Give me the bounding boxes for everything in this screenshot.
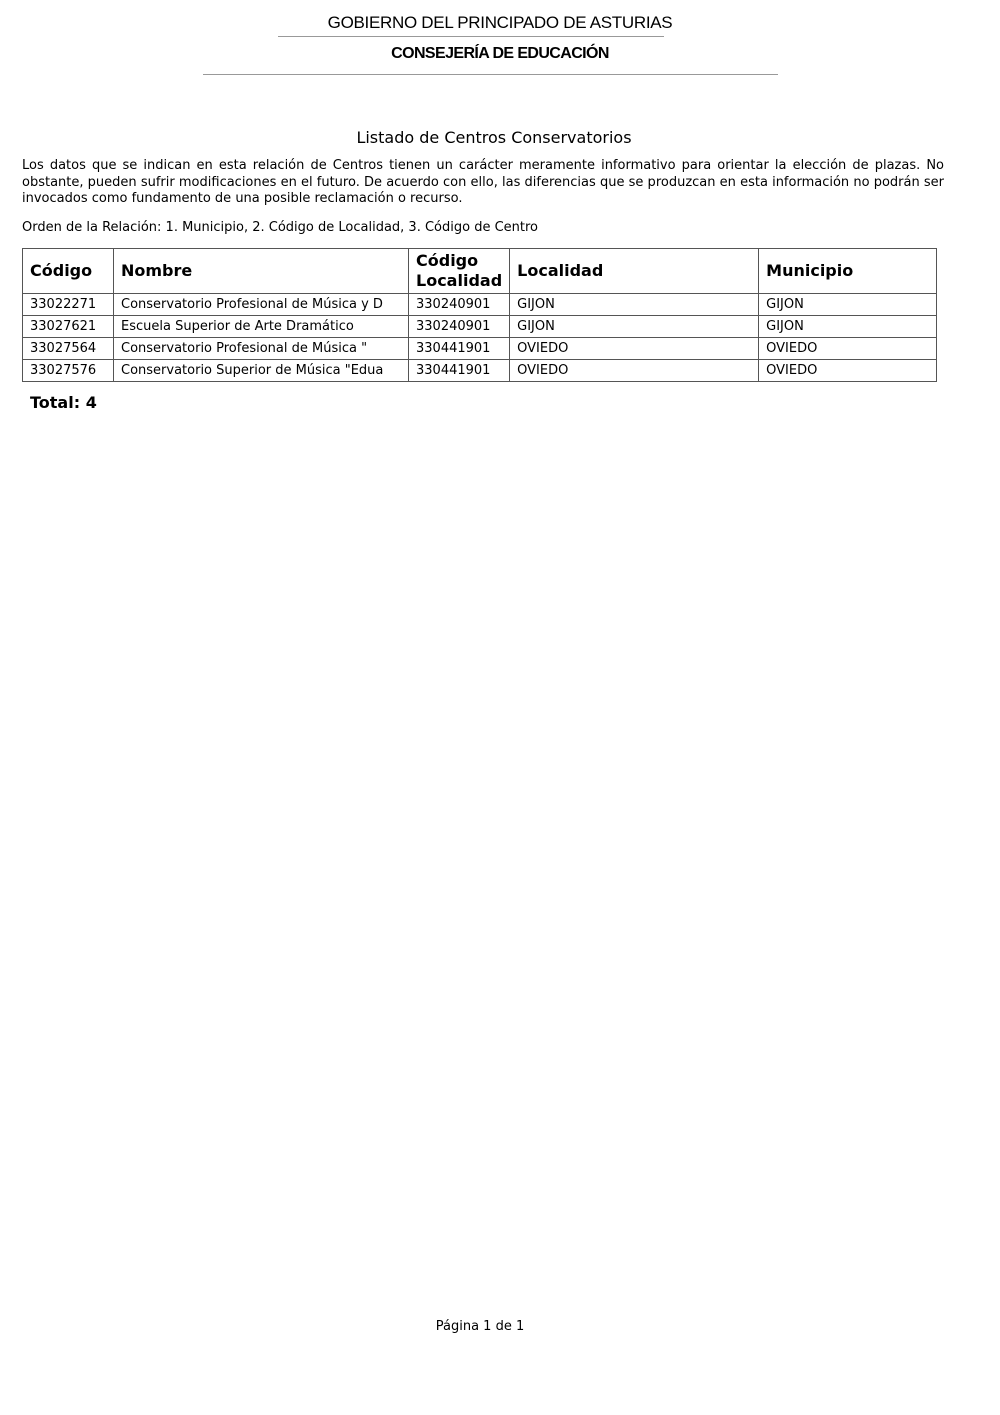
cell-nombre: Conservatorio Superior de Música "Edua [114, 360, 409, 382]
cell-localidad: GIJON [510, 294, 759, 316]
cell-codigo-localidad: 330441901 [409, 338, 510, 360]
header-divider [203, 74, 778, 75]
column-header-municipio: Municipio [759, 249, 937, 294]
cell-localidad: OVIEDO [510, 360, 759, 382]
total-value: 4 [85, 393, 97, 412]
table-header-row [23, 249, 937, 294]
cell-nombre: Conservatorio Profesional de Música y D [114, 294, 409, 316]
document-header [0, 10, 1000, 36]
sort-order-text: Orden de la Relación: 1. Municipio, 2. Código de Localidad, 3. Código de Centro [22, 220, 539, 235]
cell-nombre: Conservatorio Profesional de Música " [114, 338, 409, 360]
cell-codigo: 33022271 [23, 294, 114, 316]
disclaimer-text: Los datos que se indican en esta relación de Centros tienen un carácter meramente informativo para orientar la elección de plazas. No obstante, pueden sufrir modificaciones en el futuro. De acuerdo con ello, las diferencias que se produzcan en esta información no podrán ser invocados como fundamento de una posible reclamación o recurso. [22, 158, 944, 206]
column-header-nombre: Nombre [114, 249, 409, 294]
total-count [30, 392, 97, 414]
page-number: Página 1 de 1 [435, 1319, 525, 1334]
government-name: GOBIERNO DEL PRINCIPADO DE ASTURIAS [327, 13, 673, 32]
table-row [23, 294, 937, 316]
cell-localidad: GIJON [510, 316, 759, 338]
column-header-codigo-localidad-line2: Localidad [416, 271, 503, 290]
cell-nombre: Escuela Superior de Arte Dramático [114, 316, 409, 338]
header-divider [278, 36, 664, 37]
table-row [23, 316, 937, 338]
centers-table [22, 248, 937, 382]
cell-codigo: 33027576 [23, 360, 114, 382]
cell-localidad: OVIEDO [510, 338, 759, 360]
department-name: CONSEJERÍA DE EDUCACIÓN [391, 45, 609, 62]
column-header-codigo: Código [23, 249, 114, 294]
table-row [23, 360, 937, 382]
cell-municipio: GIJON [759, 294, 937, 316]
cell-codigo-localidad: 330240901 [409, 316, 510, 338]
cell-codigo: 33027621 [23, 316, 114, 338]
table-row [23, 338, 937, 360]
column-header-codigo-localidad [409, 249, 510, 294]
cell-codigo-localidad: 330240901 [409, 294, 510, 316]
column-header-codigo-localidad-line1: Código [416, 251, 479, 270]
cell-codigo: 33027564 [23, 338, 114, 360]
total-label: Total: [30, 393, 81, 412]
cell-municipio: GIJON [759, 316, 937, 338]
cell-codigo-localidad: 330441901 [409, 360, 510, 382]
cell-municipio: OVIEDO [759, 360, 937, 382]
cell-municipio: OVIEDO [759, 338, 937, 360]
page-title: Listado de Centros Conservatorios [356, 128, 632, 147]
column-header-localidad: Localidad [510, 249, 759, 294]
